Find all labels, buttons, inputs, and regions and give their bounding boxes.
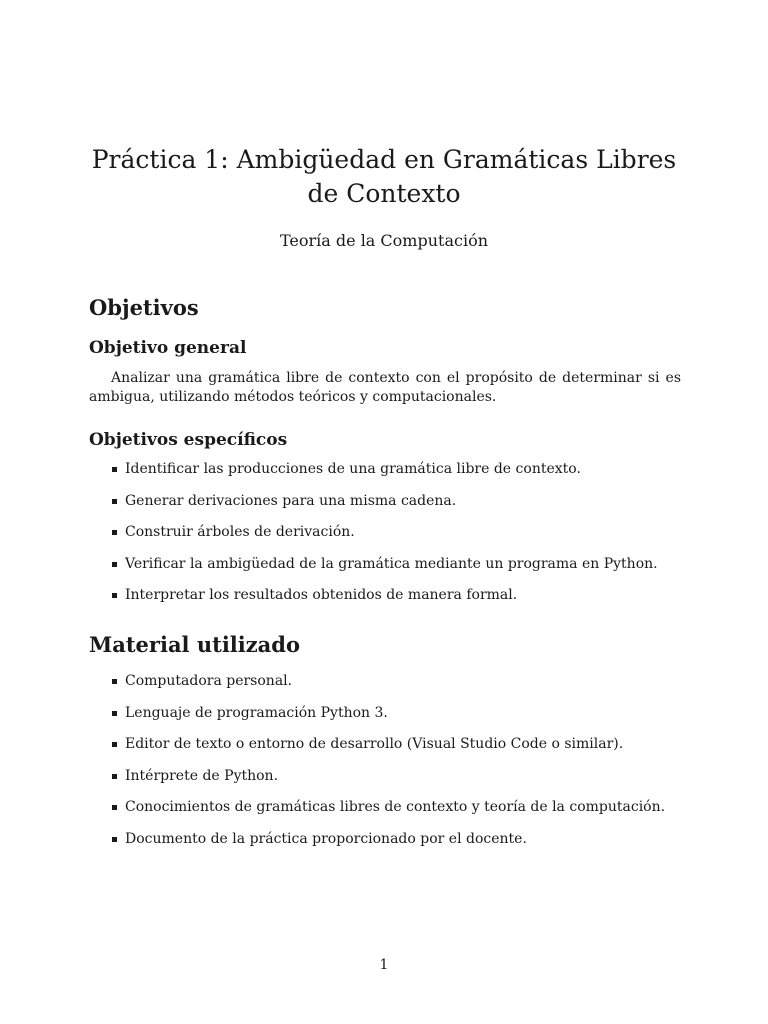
list-item (111, 672, 681, 704)
bullet-icon (112, 679, 117, 684)
list-item (111, 830, 681, 862)
bullet-icon (112, 593, 117, 598)
list-item (111, 523, 681, 555)
list-item (111, 555, 681, 587)
bullet-icon (112, 562, 117, 567)
list-item (111, 586, 681, 618)
subsection-heading-objetivos-especificos: Objetivos específicos (89, 430, 288, 450)
list-item-text: Lenguaje de programación Python 3. (125, 704, 388, 721)
list-item-text: Verificar la ambigüedad de la gramática mediante un programa en Python. (125, 555, 658, 572)
material-list (111, 672, 681, 862)
list-item (111, 735, 681, 767)
section-heading-material: Material utilizado (89, 632, 300, 657)
list-item (111, 767, 681, 799)
list-item (111, 460, 681, 492)
bullet-icon (112, 711, 117, 716)
list-item (111, 492, 681, 524)
section-heading-objetivos: Objetivos (89, 295, 199, 320)
bullet-icon (112, 499, 117, 504)
list-item-text: Editor de texto o entorno de desarrollo (Visual Studio Code o similar). (125, 736, 624, 753)
bullet-icon (112, 774, 117, 779)
list-item-text: Conocimientos de gramáticas libres de contexto y teoría de la computación. (125, 799, 666, 816)
bullet-icon (112, 742, 117, 747)
list-item-text: Interpretar los resultados obtenidos de manera formal. (125, 587, 518, 604)
list-item-text: Intérprete de Python. (125, 767, 279, 784)
bullet-icon (112, 467, 117, 472)
bullet-icon (112, 530, 117, 535)
subsection-heading-objetivo-general: Objetivo general (89, 338, 247, 358)
document-title: Práctica 1: Ambigüedad en Gramáticas Libres de Contexto (91, 145, 677, 208)
list-item (111, 798, 681, 830)
list-item-text: Computadora personal. (125, 673, 293, 689)
list-item-text: Generar derivaciones para una misma cadena. (125, 492, 457, 509)
list-item-text: Construir árboles de derivación. (125, 524, 355, 541)
page-number: 1 (379, 957, 389, 973)
document-subtitle: Teoría de la Computación (279, 231, 489, 250)
list-item-text: Identificar las producciones de una gramática libre de contexto. (125, 461, 581, 477)
list-item (111, 704, 681, 736)
list-item-text: Documento de la práctica proporcionado por el docente. (125, 830, 527, 847)
objetivo-general-text: Analizar una gramática libre de contexto con el propósito de determinar si es ambigua, utilizando métodos teóricos y computacionales. (89, 370, 681, 405)
objetivos-especificos-list (111, 460, 681, 618)
bullet-icon (112, 837, 117, 842)
bullet-icon (112, 805, 117, 810)
